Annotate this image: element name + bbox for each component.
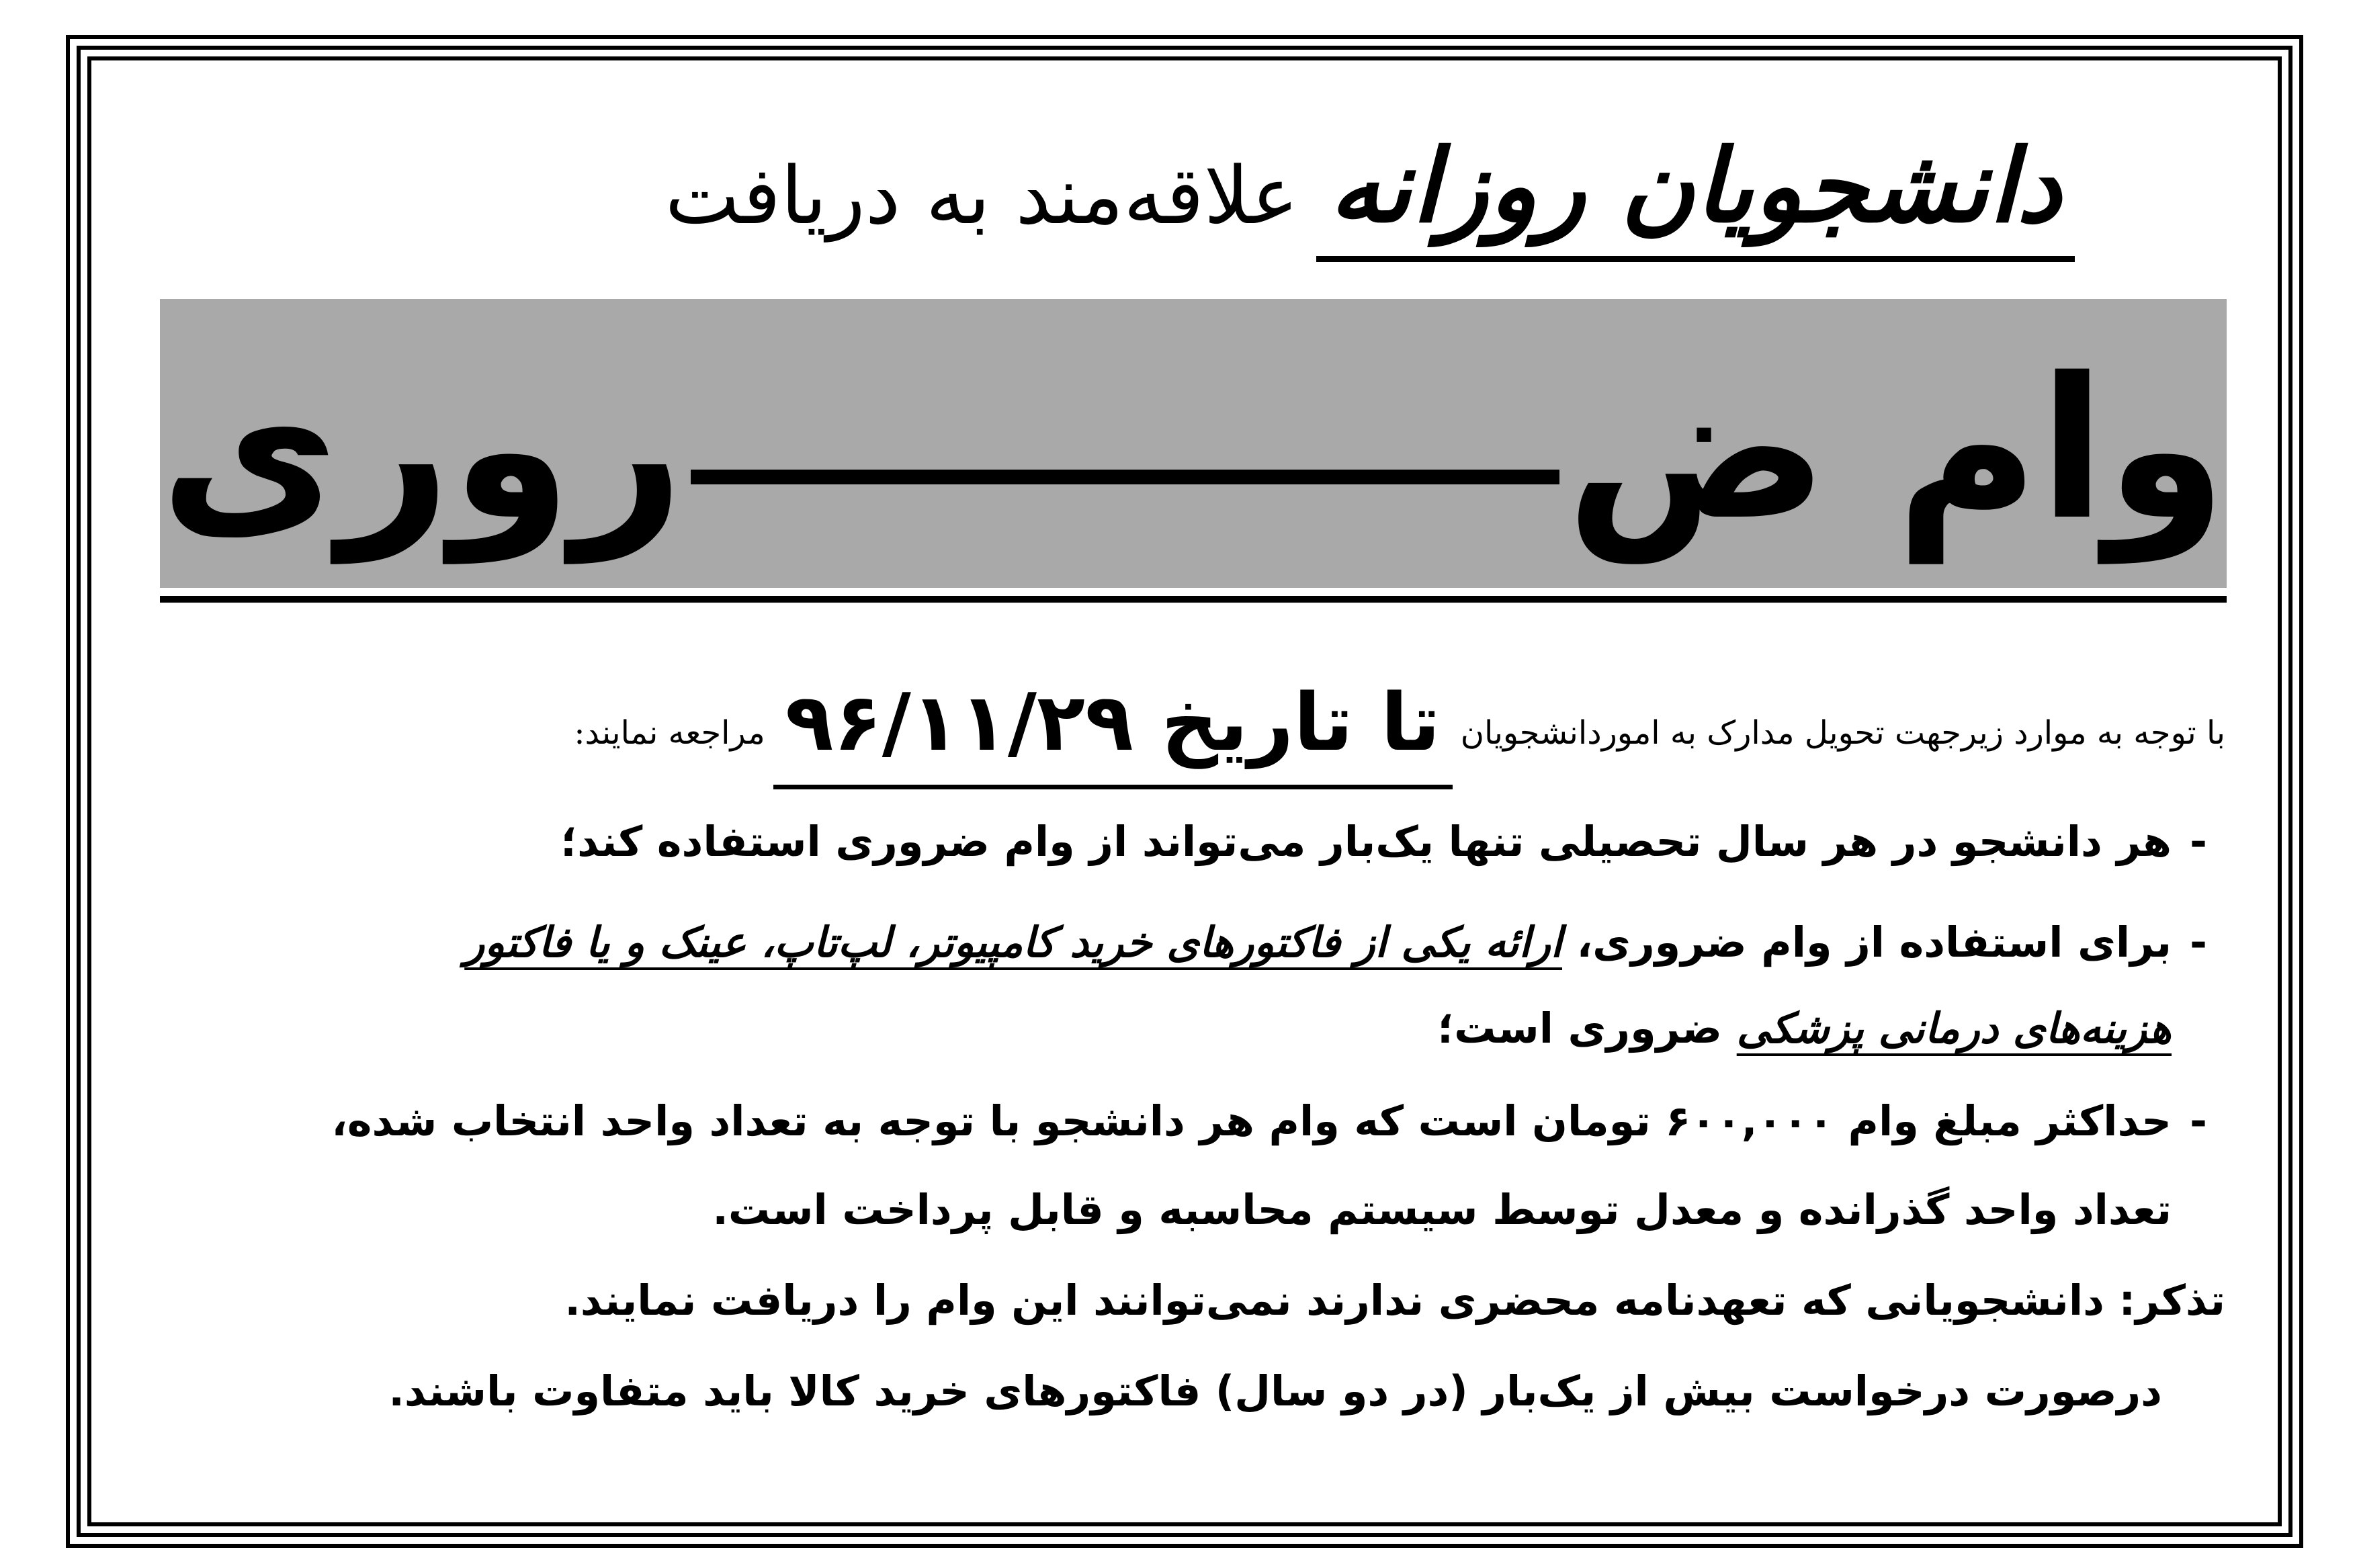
banner-underline [160, 596, 2227, 603]
heading-rest: علاقه‌مند به دریافت [665, 149, 1299, 242]
intro-line [142, 655, 2225, 789]
item-emphasis: ارائه یکی از فاکتورهای خرید کامپیوتر، لپ‌تاپ، عینک و یا فاکتور [464, 918, 1563, 967]
item-text: تعداد واحد گذرانده و معدل توسط سیستم محاسبه و قابل پرداخت است. [712, 1185, 2172, 1234]
reminder-note: تذکر: دانشجویانی که تعهدنامه محضری ندارند نمی‌توانند این وام را دریافت نمایند. [564, 1276, 2225, 1325]
banner-title-end: روری [160, 337, 684, 563]
deadline-date: تا تاریخ ۹۶/۱۱/۲۹ [773, 683, 1453, 789]
intro-before: با توجه به موارد زیرجهت تحویل مدارک به اموردانشجویان [1460, 714, 2225, 752]
list-item [149, 1096, 2225, 1145]
list-item [149, 817, 2225, 866]
banner-title [160, 316, 2227, 584]
list-item [149, 918, 2225, 967]
list-item-continuation [95, 1185, 2172, 1234]
item-text: برای استفاده از وام ضروری، [1576, 918, 2172, 967]
item-text: هر دانشجو در هر سال تحصیلی تنها یک‌بار می‌تواند از وام ضروری استفاده کند؛ [560, 817, 2172, 866]
dash-marker: - [2190, 918, 2207, 967]
kashida-stroke [691, 470, 1559, 484]
heading-emphasis: دانشجویان روزانه [1316, 136, 2075, 262]
notice-heading [126, 101, 2075, 262]
item-text: حداکثر مبلغ وام ۶۰۰,۰۰۰ تومان است که وام هر دانشجو با توجه به تعداد واحد انتخاب شده، [331, 1096, 2172, 1145]
item-emphasis: هزینه‌های درمانی پزشکی [1736, 1004, 2172, 1053]
dash-marker: - [2190, 817, 2207, 866]
intro-after: مراجعه نمایند: [574, 714, 765, 752]
banner-title-start: وام ض [1566, 337, 2227, 563]
second-note: درصورت درخواست بیش از یک‌بار (در دو سال) فاکتورهای خرید کالا باید متفاوت باشند. [388, 1366, 2162, 1415]
item-text: ضروری است؛ [1437, 1004, 1723, 1053]
list-item-continuation [95, 1004, 2172, 1053]
dash-marker: - [2190, 1096, 2207, 1145]
